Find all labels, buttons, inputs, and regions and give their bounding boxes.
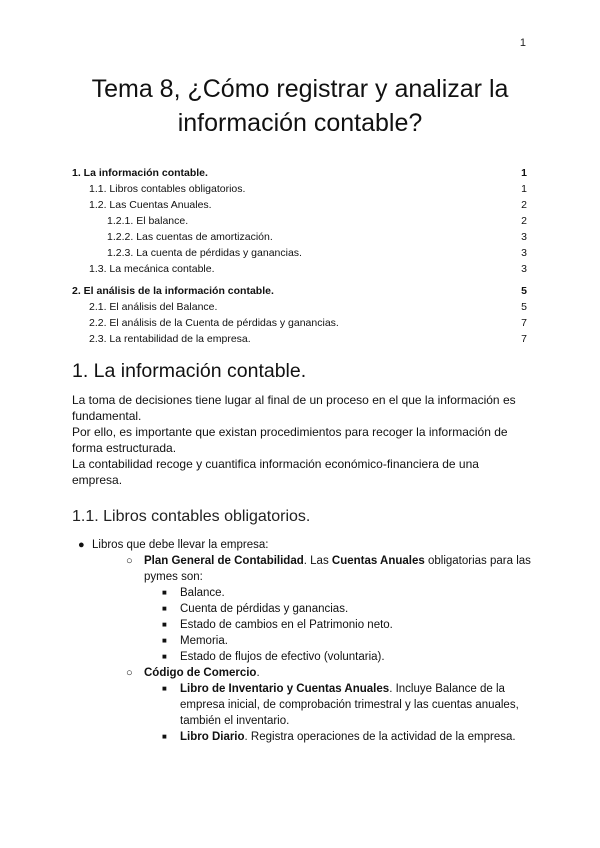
toc-entry-text: 1. La información contable. bbox=[72, 167, 208, 179]
bullet-square-icon: ■ bbox=[162, 636, 167, 645]
bold-term: Cuentas Anuales bbox=[331, 555, 425, 567]
toc-entry-page: 1 bbox=[521, 183, 527, 195]
bullet-list bbox=[72, 537, 532, 745]
table-of-contents bbox=[72, 165, 527, 347]
toc-entry[interactable] bbox=[72, 245, 527, 261]
bullet-square-icon: ■ bbox=[162, 604, 167, 613]
list-item bbox=[72, 537, 532, 553]
toc-entry-text: 1.1. Libros contables obligatorios. bbox=[89, 183, 246, 195]
toc-entry[interactable] bbox=[72, 283, 527, 299]
toc-entry-text: 2.3. La rentabilidad de la empresa. bbox=[89, 333, 251, 345]
list-item bbox=[72, 617, 532, 633]
toc-entry-page: 2 bbox=[521, 215, 527, 227]
list-item-text: Estado de cambios en el Patrimonio neto. bbox=[180, 619, 393, 631]
list-item-text: Memoria. bbox=[180, 635, 228, 647]
toc-entry-text: 1.2. Las Cuentas Anuales. bbox=[89, 199, 212, 211]
toc-entry[interactable] bbox=[72, 261, 527, 277]
list-item bbox=[72, 585, 532, 601]
list-item-text: Cuenta de pérdidas y ganancias. bbox=[180, 603, 349, 615]
list-item bbox=[72, 649, 532, 665]
toc-entry-page: 1 bbox=[521, 167, 527, 179]
paragraph: La contabilidad recoge y cuantifica información económico-financiera de una empresa. bbox=[72, 457, 479, 487]
list-item-text: . Incluye Balance de la empresa inicial, de comprobación trimestral y las cuentas anuales, también el inventario. bbox=[180, 683, 519, 727]
paragraph: La toma de decisiones tiene lugar al final de un proceso en el que la información es fundamental. bbox=[72, 393, 516, 423]
list-item bbox=[72, 601, 532, 617]
bullet-square-icon: ■ bbox=[162, 684, 167, 693]
list-item-text: Libros que debe llevar la empresa: bbox=[92, 539, 269, 551]
toc-entry-page: 3 bbox=[521, 247, 527, 259]
toc-entry[interactable] bbox=[72, 229, 527, 245]
list-item bbox=[72, 553, 532, 585]
section-heading: 1. La información contable. bbox=[72, 360, 307, 382]
bullet-square-icon: ■ bbox=[162, 732, 167, 741]
list-item-text: . Las bbox=[303, 555, 332, 567]
toc-entry-text: 1.2.1. El balance. bbox=[107, 215, 189, 227]
toc-entry[interactable] bbox=[72, 213, 527, 229]
list-item-text: Balance. bbox=[180, 587, 225, 599]
bullet-square-icon: ■ bbox=[162, 620, 167, 629]
list-item-text: Estado de flujos de efectivo (voluntaria). bbox=[180, 651, 385, 663]
toc-entry-page: 7 bbox=[521, 317, 527, 329]
toc-entry-text: 1.2.3. La cuenta de pérdidas y ganancias. bbox=[107, 247, 302, 259]
toc-entry-text: 1.3. La mecánica contable. bbox=[89, 263, 215, 275]
paragraph: Por ello, es importante que existan procedimientos para recoger la información de forma estructurada. bbox=[72, 425, 508, 455]
toc-entry[interactable] bbox=[72, 299, 527, 315]
toc-entry-text: 2. El análisis de la información contable. bbox=[72, 285, 274, 297]
toc-entry[interactable] bbox=[72, 315, 527, 331]
bullet-circle-icon: ○ bbox=[126, 555, 133, 567]
bold-term: Plan General de Contabilidad bbox=[144, 555, 304, 567]
bold-term: Código de Comercio bbox=[144, 667, 257, 679]
toc-entry-page: 3 bbox=[521, 231, 527, 243]
list-item bbox=[72, 681, 532, 729]
list-item bbox=[72, 633, 532, 649]
toc-entry-text: 2.2. El análisis de la Cuenta de pérdidas y ganancias. bbox=[89, 317, 339, 329]
toc-entry-page: 2 bbox=[521, 199, 527, 211]
bullet-square-icon: ■ bbox=[162, 588, 167, 597]
bullet-circle-icon: ○ bbox=[126, 667, 133, 679]
toc-entry-page: 5 bbox=[521, 285, 527, 297]
toc-entry[interactable] bbox=[72, 165, 527, 181]
toc-entry-text: 1.2.2. Las cuentas de amortización. bbox=[107, 231, 273, 243]
bullet-dot-icon: ● bbox=[78, 539, 85, 551]
toc-entry[interactable] bbox=[72, 181, 527, 197]
page-number: 1 bbox=[519, 37, 526, 49]
subsection-heading: 1.1. Libros contables obligatorios. bbox=[72, 508, 311, 525]
document-title: Tema 8, ¿Cómo registrar y analizar la información contable? bbox=[91, 75, 509, 137]
toc-entry-page: 3 bbox=[521, 263, 527, 275]
list-item-text: . Registra operaciones de la actividad de la empresa. bbox=[244, 731, 516, 743]
list-item-text: obligatorias para las pymes son: bbox=[144, 555, 531, 583]
list-item bbox=[72, 665, 532, 681]
toc-entry-page: 5 bbox=[521, 301, 527, 313]
toc-entry[interactable] bbox=[72, 197, 527, 213]
section-body bbox=[72, 392, 532, 488]
toc-entry-text: 2.1. El análisis del Balance. bbox=[89, 301, 218, 313]
list-item bbox=[72, 729, 532, 745]
toc-entry-page: 7 bbox=[521, 333, 527, 345]
bold-term: Libro de Inventario y Cuentas Anuales bbox=[180, 683, 390, 695]
bold-term: Libro Diario bbox=[180, 731, 245, 743]
list-item-text: . bbox=[256, 667, 260, 679]
toc-entry[interactable] bbox=[72, 331, 527, 347]
bullet-square-icon: ■ bbox=[162, 652, 167, 661]
